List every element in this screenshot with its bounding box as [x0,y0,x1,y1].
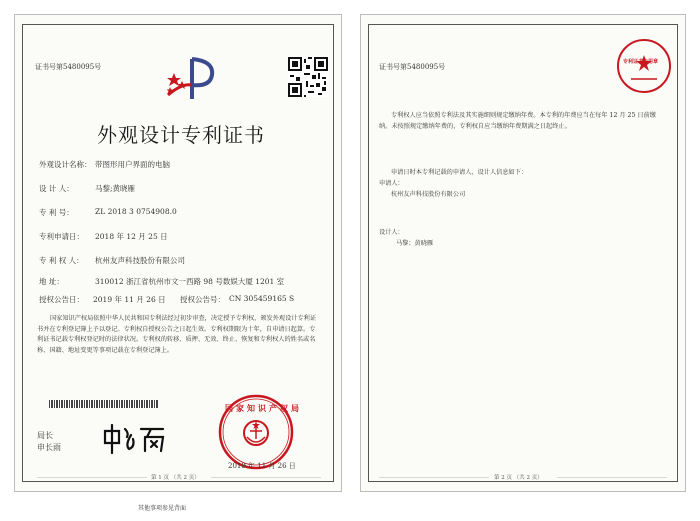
divider [557,477,667,478]
field-label: 专 利 号： [39,208,74,217]
field-value: 杭州友声科技股份有限公司 [95,256,185,265]
grant-date-label: 授权公告日： [39,295,84,304]
grant-date-value: 2019 年 11 月 26 日 [93,295,166,304]
field-value: ZL 2018 3 0754908.0 [95,207,177,216]
info-paragraph: 申请日时本专利记载的申请人、设计人信息如下： [391,169,528,176]
cert-number: 证书号第5480095号 [379,63,446,71]
dedicated-seal-icon [615,37,673,95]
pub-number-value: CN 305459165 S [229,294,295,303]
field-label: 设 计 人： [39,184,74,193]
field-label: 专 利 权 人： [39,256,84,265]
certificate-back-page [360,14,686,492]
page-number: 第 1 页 （共 2 页） [151,475,200,481]
pub-number-label: 授权公告号： [180,295,225,304]
legal-paragraph: 国家知识产权局依照中华人民共和国专利法经过初步审查，决定授予专利权，颁发外观设计专利证书并在专利登记簿上予以登记。专利权自授权公告之日起生效。专利权期限为十年，自申请日起算。专利证书记载专利权登记时的法律状况。专利权的转移、质押、无效、终止、恢复和专利权人的姓名或名称、国籍、地址变更等事项记载在专利登记簿上。 [37,315,317,354]
field-value: 带图形用户界面的电脑 [95,160,170,169]
seal-text: 国家知识产权局 [225,403,302,413]
applicant-value: 杭州友声科技股份有限公司 [391,191,466,198]
cnipa-logo-icon [162,55,222,103]
director-name-sub: 申长雨 [37,443,61,452]
barcode-icon [49,400,159,408]
field-label: 外观设计名称： [39,160,92,169]
director-label: 局长 [37,431,53,440]
qr-code-icon [288,57,328,97]
fee-paragraph: 专利权人应当依照专利法及其实施细则规定缴纳年费。本专利的年费应当在每年 12 月 25 日前缴纳。未按照规定缴纳年费的，专利权自应当缴纳年费期满之日起终止。 [379,112,656,130]
field-label: 专利申请日： [39,232,84,241]
applicant-label: 申请人： [379,180,404,187]
seal-text: 专利证书专用章 [623,59,659,65]
divider [379,477,489,478]
page-number: 第 2 页 （共 2 页） [494,475,543,481]
designer-label: 设计人： [379,229,404,236]
seal-date: 2019 年 11 月 26 日 [228,462,296,470]
field-value: 2018 年 12 月 25 日 [95,232,168,241]
field-value: 马黎;黄晓雁 [95,184,136,193]
certificate-title: 外观设计专利证书 [97,123,265,147]
field-value: 310012 浙江省杭州市文一西路 98 号数娱大厦 1201 室 [95,277,285,286]
cert-number: 证书号第5480095号 [35,63,102,71]
divider [37,477,147,478]
divider [211,477,321,478]
director-signature [101,423,169,455]
certificate-front-page [14,14,342,492]
designer-value: 马黎；黄晓雁 [396,240,434,247]
field-label: 地 址： [39,277,64,286]
footer-note: 其他事项参见背面 [138,505,187,512]
